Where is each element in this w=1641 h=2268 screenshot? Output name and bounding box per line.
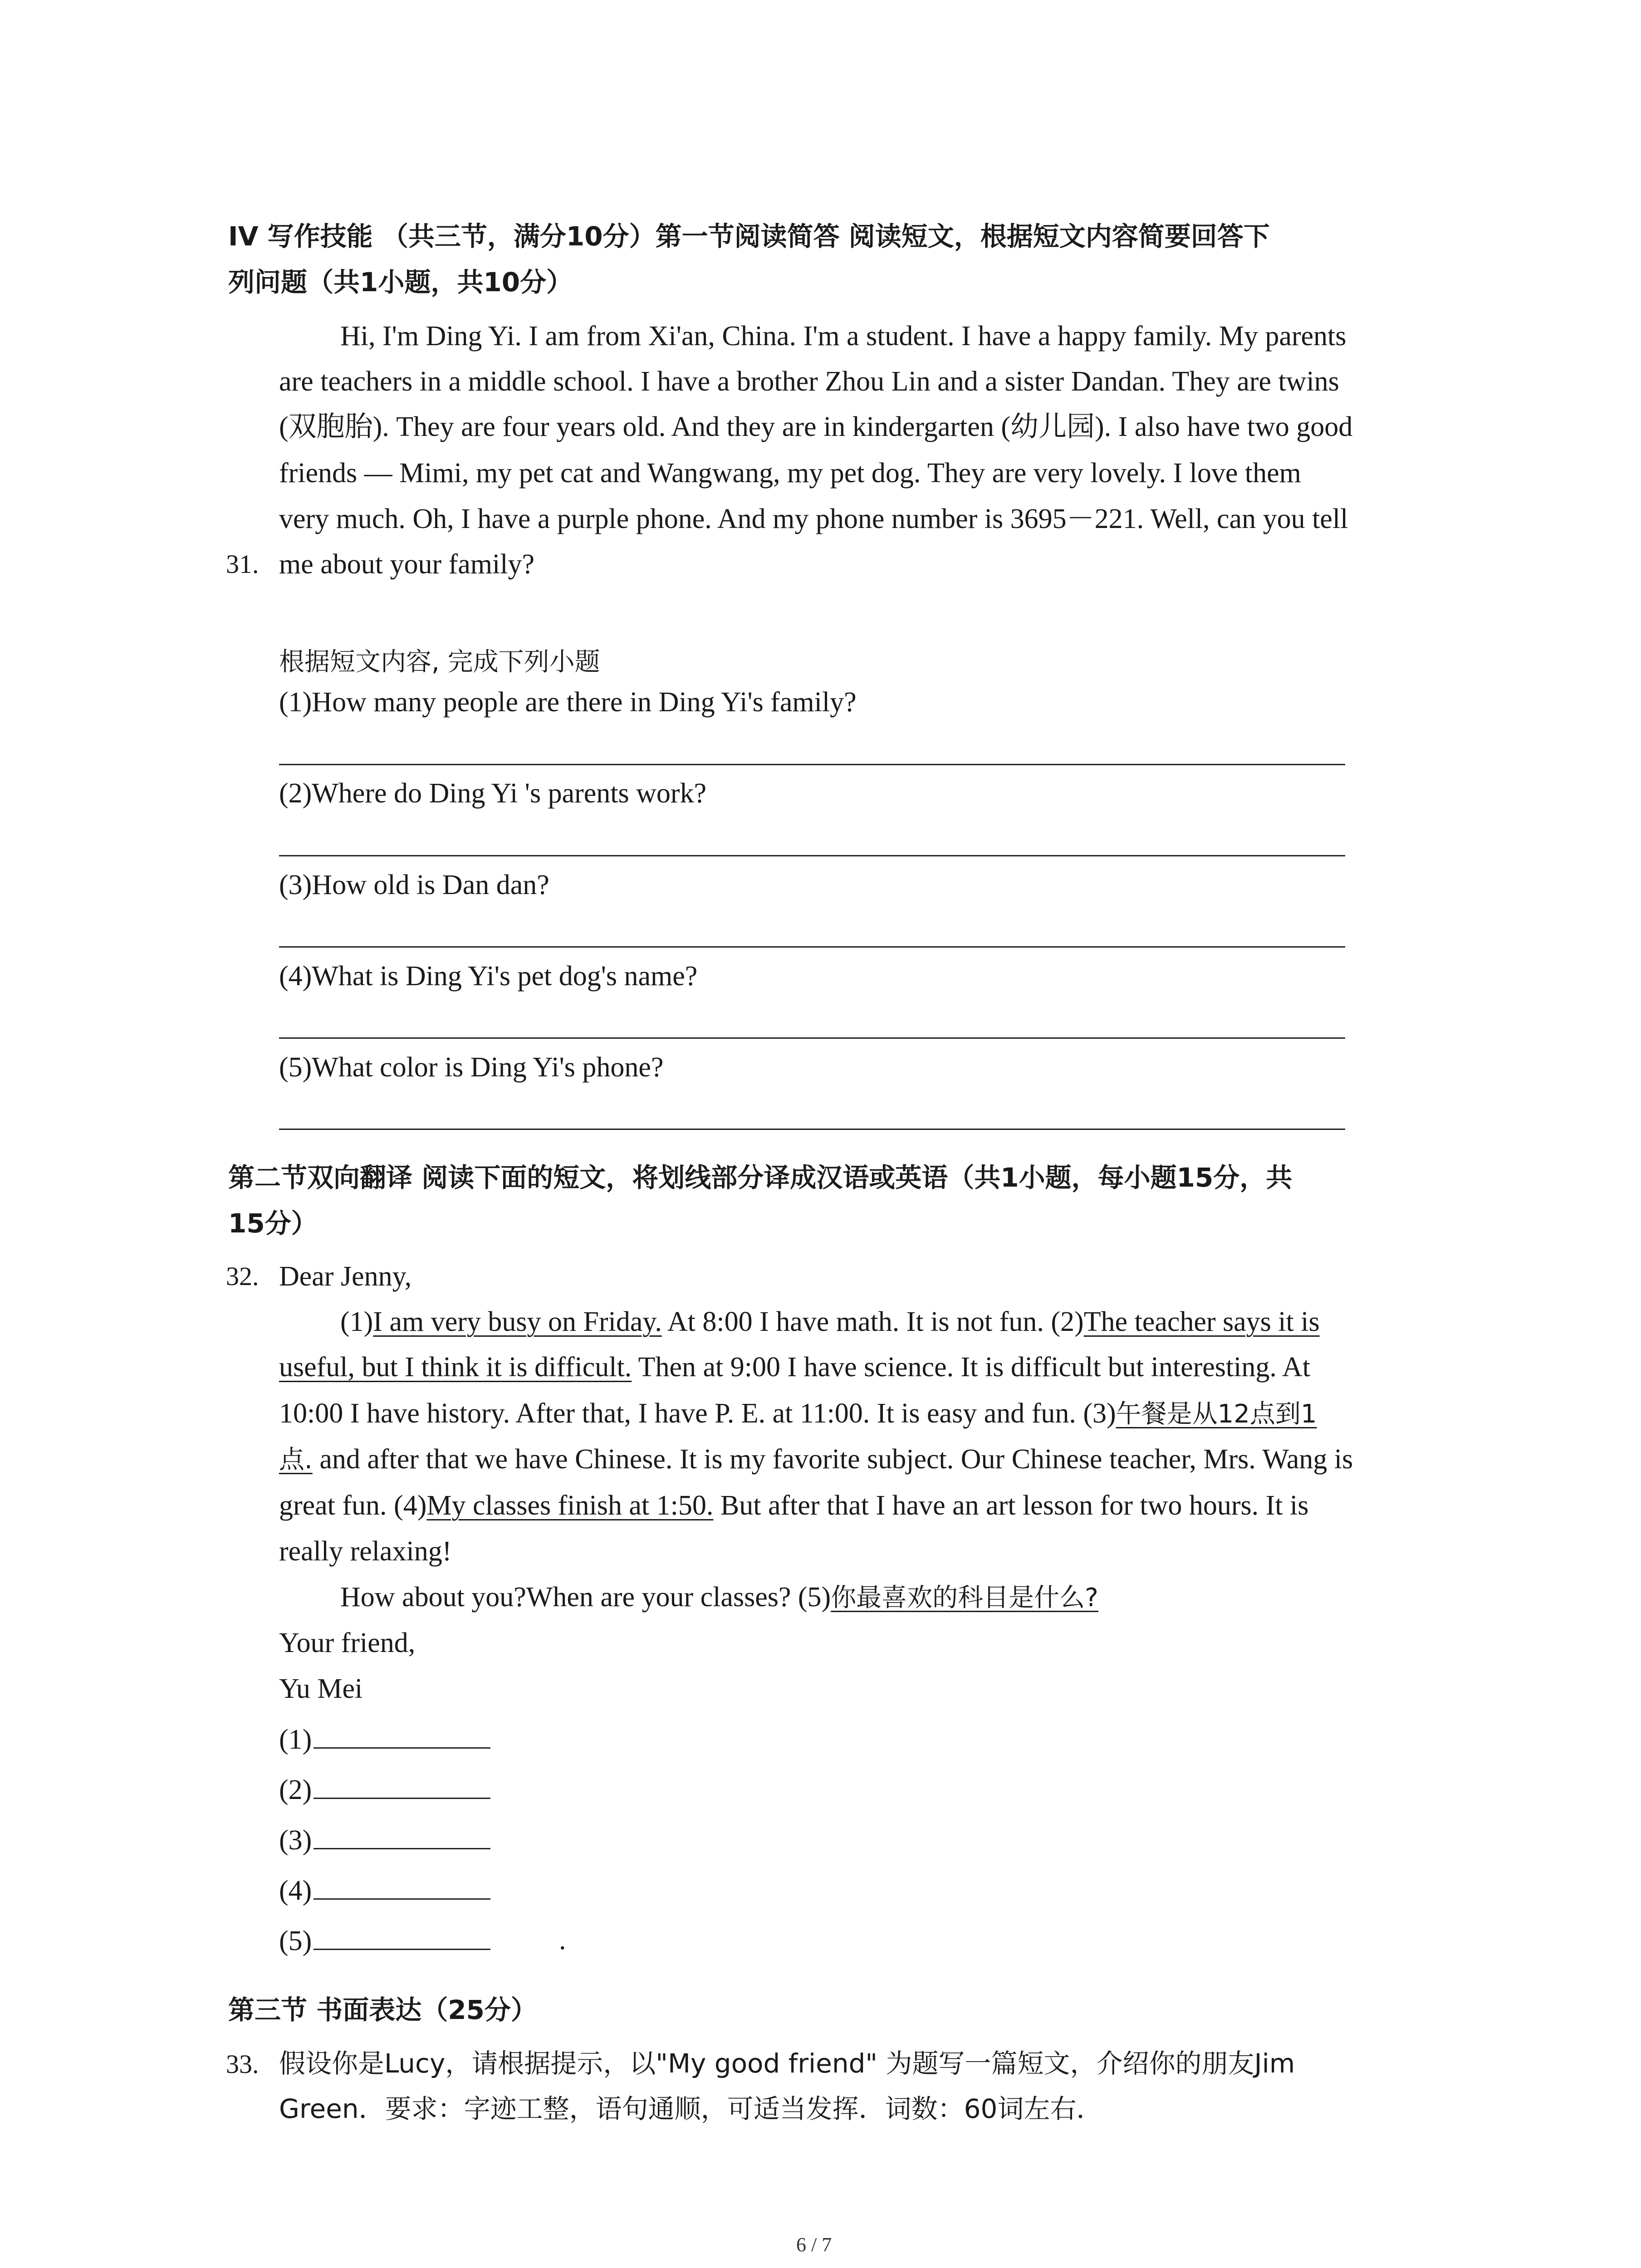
translation-blank-4[interactable] xyxy=(314,1876,490,1900)
translation-answer-4: (4) xyxy=(279,1876,490,1905)
question-number-32: 32. xyxy=(226,1261,259,1291)
section1-heading-line1: IV 写作技能 （共三节，满分10分）第一节阅读简答 阅读短文，根据短文内容简要回答下 xyxy=(228,221,1270,252)
letter-line-2: useful, but I think it is difficult. Then at 9:00 I have science. It is difficult but interesting. At xyxy=(279,1352,1310,1383)
letter-line-7: How about you?When are your classes? (5)你最喜欢的科目是什么? xyxy=(340,1582,1098,1613)
reading-question-5: (5)What color is Ding Yi's phone? xyxy=(279,1052,664,1083)
section2-heading-line1: 第二节双向翻译 阅读下面的短文，将划线部分译成汉语或英语（共1小题，每小题15分，共 xyxy=(228,1162,1293,1193)
passage-line-5: very much. Oh, I have a purple phone. And my phone number is 3695－221. Well, can you tell xyxy=(279,503,1348,534)
translation-answer-2: (2) xyxy=(279,1775,490,1804)
answer-line-4[interactable] xyxy=(279,1037,1345,1039)
letter-line-3: 10:00 I have history. After that, I have P. E. at 11:00. It is easy and fun. (3)午餐是从12点到1 xyxy=(279,1398,1317,1429)
letter-line-4: 点. and after that we have Chinese. It is my favorite subject. Our Chinese teacher, Mrs. Wang is xyxy=(279,1444,1353,1475)
underlined-5: 你最喜欢的科目是什么? xyxy=(831,1583,1098,1613)
underlined-2a: The teacher says it is xyxy=(1083,1306,1320,1337)
translation-blank-2[interactable] xyxy=(314,1775,490,1799)
reading-question-3: (3)How old is Dan dan? xyxy=(279,870,549,900)
underlined-1: I am very busy on Friday. xyxy=(373,1306,662,1337)
underlined-2b: useful, but I think it is difficult. xyxy=(279,1352,632,1383)
section2-heading-line2: 15分） xyxy=(228,1208,318,1239)
question-number-31: 31. xyxy=(226,549,259,579)
answer-line-3[interactable] xyxy=(279,946,1345,948)
reading-question-1: (1)How many people are there in Ding Yi's family? xyxy=(279,687,857,718)
underlined-3a: 午餐是从12点到1 xyxy=(1116,1399,1317,1429)
passage-line-1: Hi, I'm Ding Yi. I am from Xi'an, China. I'm a student. I have a happy family. My parents xyxy=(340,321,1347,352)
translation-answer-5: (5) xyxy=(279,1926,490,1955)
answer-line-5[interactable] xyxy=(279,1129,1345,1130)
page-number: 6 / 7 xyxy=(796,2234,832,2256)
translation-blank-5[interactable] xyxy=(314,1926,490,1950)
passage-line-6: me about your family? xyxy=(279,549,534,580)
letter-line-5: great fun. (4)My classes finish at 1:50. But after that I have an art lesson for two hours. It is xyxy=(279,1490,1309,1521)
question-number-33: 33. xyxy=(226,2049,259,2079)
passage-line-4: friends — Mimi, my pet cat and Wangwang, my pet dog. They are very lovely. I love them xyxy=(279,458,1301,489)
section1-heading-line2: 列问题（共1小题，共10分） xyxy=(228,267,573,298)
translation-answer-1: (1) xyxy=(279,1725,490,1754)
reading-question-2: (2)Where do Ding Yi 's parents work? xyxy=(279,778,707,809)
section3-heading: 第三节 书面表达（25分） xyxy=(228,1994,537,2025)
reading-question-4: (4)What is Ding Yi's pet dog's name? xyxy=(279,961,698,992)
closing-line-1: Your friend, xyxy=(279,1628,416,1658)
trailing-dot: . xyxy=(559,1925,566,1955)
answer-line-2[interactable] xyxy=(279,855,1345,856)
translation-blank-3[interactable] xyxy=(314,1825,490,1849)
answer-line-1[interactable] xyxy=(279,764,1345,765)
letter-line-1: (1)I am very busy on Friday. At 8:00 I have math. It is not fun. (2)The teacher says it is xyxy=(340,1306,1320,1337)
closing-line-2: Yu Mei xyxy=(279,1673,363,1704)
translation-blank-1[interactable] xyxy=(314,1725,490,1749)
instruction-text: 根据短文内容, 完成下列小题 xyxy=(279,647,600,677)
translation-answer-3: (3) xyxy=(279,1825,490,1854)
passage-line-2: are teachers in a middle school. I have a brother Zhou Lin and a sister Dandan. They are twins xyxy=(279,366,1339,397)
letter-line-6: really relaxing! xyxy=(279,1536,452,1567)
writing-prompt-line-2: Green．要求：字迹工整，语句通顺，可适当发挥．词数：60词左右． xyxy=(279,2093,1103,2124)
salutation: Dear Jenny, xyxy=(279,1261,412,1292)
underlined-3b: 点. xyxy=(279,1445,313,1475)
writing-prompt-line-1: 假设你是Lucy，请根据提示，以"My good friend" 为题写一篇短文，介绍你的朋友Jim xyxy=(279,2048,1295,2079)
underlined-4: My classes finish at 1:50. xyxy=(426,1490,714,1521)
passage-line-3: (双胞胎). They are four years old. And they are in kindergarten (幼儿园). I also have two good xyxy=(279,411,1353,442)
